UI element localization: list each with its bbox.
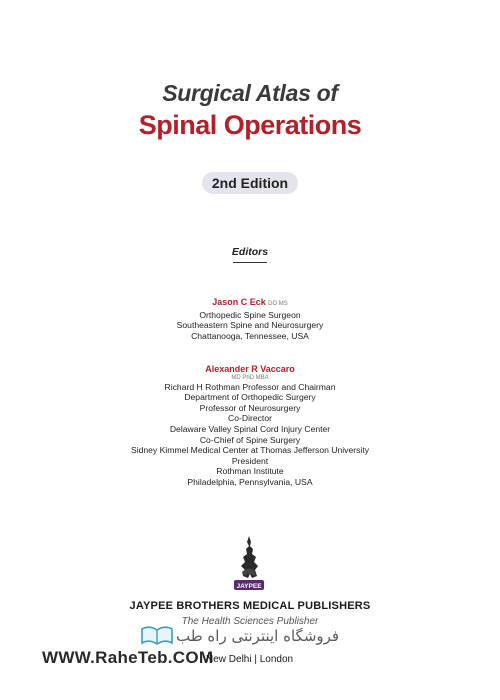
editors-underline <box>233 262 267 263</box>
editor-affiliation-line: Co-Director <box>228 413 272 424</box>
editor-name: Jason C Eck <box>212 297 266 307</box>
publisher-location: New Delhi | London <box>206 654 294 665</box>
editor-name-row <box>0 297 500 310</box>
editor-affiliation-line: President <box>231 455 269 466</box>
editor-affiliation-line: Philadelphia, Pennsylvania, USA <box>187 476 313 487</box>
book-title-line-2: Spinal Operations <box>138 110 362 140</box>
editor-affiliation-line: Southeastern Spine and Neurosurgery <box>176 320 324 331</box>
shop-watermark-text: فروشگاه اینترنتی راه طب <box>176 627 340 645</box>
editor-block-1 <box>0 297 500 341</box>
logo-text: JAYPEE <box>236 583 262 590</box>
editor-affiliation-line: Sidney Kimmel Medical Center at Thomas Jefferson University <box>130 445 369 456</box>
editor-block-2 <box>0 364 500 488</box>
edition-badge: 2nd Edition <box>202 172 298 194</box>
website-watermark: WWW.RaheTeb.COM <box>42 648 214 667</box>
open-book-icon <box>140 623 174 647</box>
editor-affiliation-line: Richard H Rothman Professor and Chairman <box>164 381 336 392</box>
publisher-name: JAYPEE BROTHERS MEDICAL PUBLISHERS <box>129 600 371 612</box>
jaypee-logo-icon <box>228 532 270 598</box>
editor-affiliation-line: Co-Chief of Spine Surgery <box>199 434 301 445</box>
editor-affiliation-line: Department of Orthopedic Surgery <box>184 392 316 403</box>
editor-degrees: DO MS <box>268 301 288 307</box>
editor-affiliation-line: Orthopedic Spine Surgeon <box>199 309 301 320</box>
editor-affiliation-line: Professor of Neurosurgery <box>199 402 301 413</box>
editor-degrees: MD PhD MBA <box>231 374 269 381</box>
editor-name: Alexander R Vaccaro <box>205 364 295 374</box>
book-title-line-1: Surgical Atlas of <box>162 80 338 106</box>
publisher-tagline: The Health Sciences Publisher <box>181 616 319 627</box>
editors-heading: Editors <box>231 246 269 258</box>
editor-affiliation-line: Rothman Institute <box>216 466 284 477</box>
editor-affiliation-line: Chattanooga, Tennessee, USA <box>191 330 309 341</box>
editor-affiliation-line: Delaware Valley Spinal Cord Injury Center <box>169 423 331 434</box>
